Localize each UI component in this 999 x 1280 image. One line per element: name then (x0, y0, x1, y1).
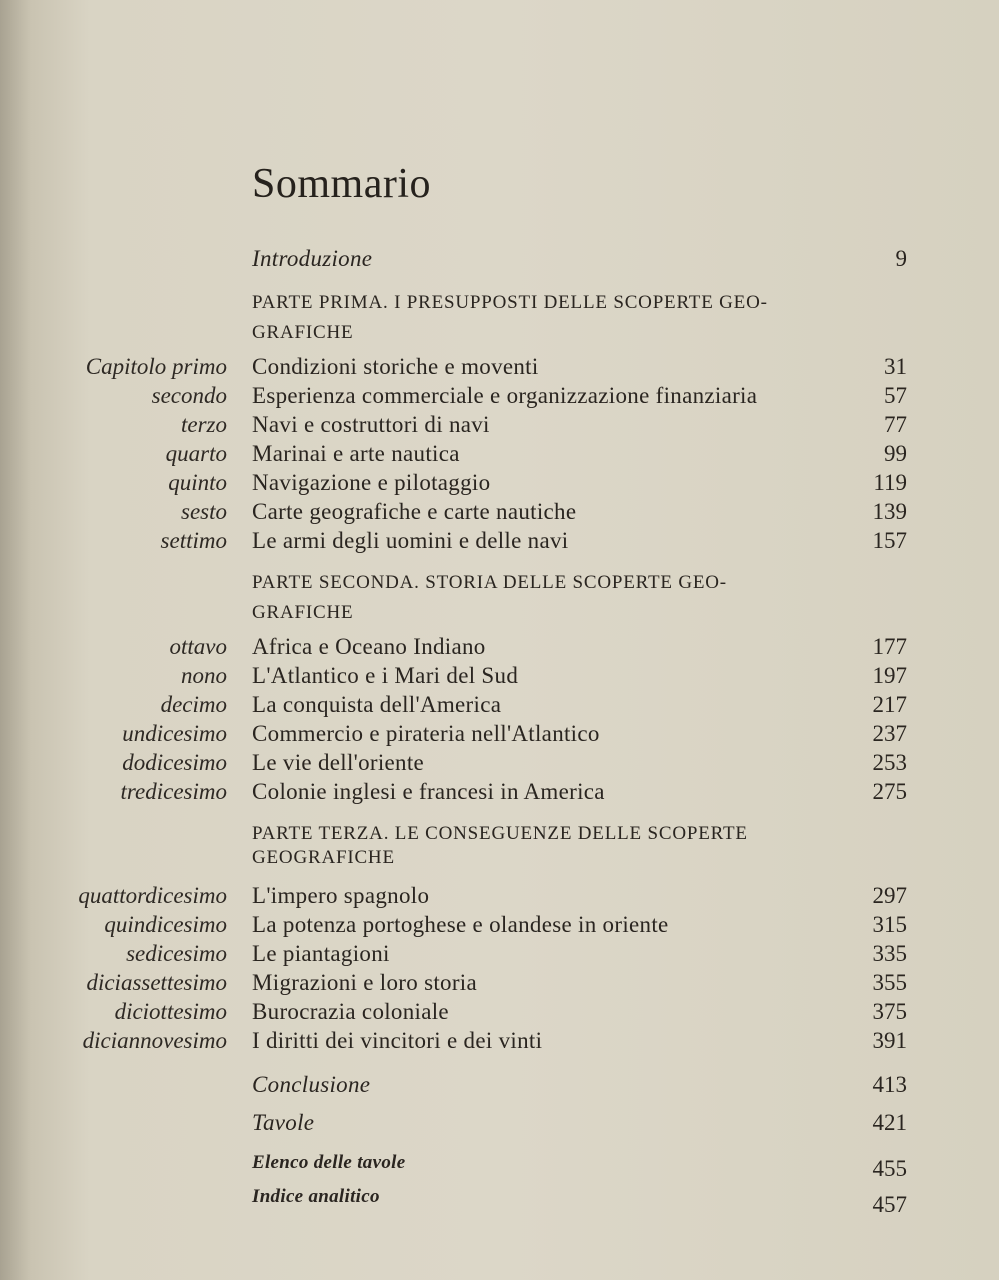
entry-title: Navi e costruttori di navi (252, 412, 490, 437)
chapter-ordinal: quinto (168, 470, 227, 495)
part-heading-line: GRAFICHE (252, 322, 354, 343)
entry-title: La conquista dell'America (252, 692, 502, 717)
chapter-ordinal: tredicesimo (120, 779, 227, 804)
chapter-ordinal: Capitolo primo (85, 354, 227, 379)
page-number: 455 (872, 1156, 907, 1181)
chapter-ordinal: diciottesimo (114, 999, 227, 1024)
page-number: 177 (872, 634, 907, 659)
page-number: 77 (884, 412, 907, 437)
toc-entry (0, 661, 999, 691)
page-number: 391 (872, 1028, 907, 1053)
entry-title: L'Atlantico e i Mari del Sud (252, 663, 519, 688)
toc-entry (0, 439, 999, 469)
part-heading-line: PARTE PRIMA. I PRESUPPOSTI DELLE SCOPERTE GEO- (252, 292, 768, 313)
chapter-ordinal: sesto (181, 499, 227, 524)
part-heading (252, 288, 852, 348)
chapter-ordinal: quattordicesimo (78, 883, 227, 908)
entry-title: Introduzione (252, 246, 373, 271)
toc-entry (0, 410, 999, 440)
part-heading-line: PARTE SECONDA. STORIA DELLE SCOPERTE GEO- (252, 572, 727, 593)
toc-entry (0, 632, 999, 662)
chapter-ordinal: settimo (160, 528, 227, 553)
page-number: 421 (872, 1110, 907, 1135)
chapter-ordinal: terzo (181, 412, 227, 437)
page-number: 197 (872, 663, 907, 688)
entry-title: Commercio e pirateria nell'Atlantico (252, 721, 600, 746)
toc-entry (0, 997, 999, 1027)
entry-title: Tavole (252, 1110, 315, 1135)
entry-title: Africa e Oceano Indiano (252, 634, 486, 659)
chapter-ordinal: ottavo (169, 634, 227, 659)
toc-entry (0, 526, 999, 556)
chapter-ordinal: diciassettesimo (86, 970, 227, 995)
toc-entry (0, 719, 999, 749)
page-title: Sommario (252, 161, 431, 207)
entry-title: Le armi degli uomini e delle navi (252, 528, 569, 553)
entry-title: Le vie dell'oriente (252, 750, 425, 775)
page-number: 139 (872, 499, 907, 524)
part-heading-line: GEOGRAFICHE (252, 847, 395, 868)
toc-entry (0, 968, 999, 998)
page-number: 57 (884, 383, 907, 408)
chapter-ordinal: undicesimo (122, 721, 227, 746)
page-number: 457 (872, 1192, 907, 1217)
page-number: 375 (872, 999, 907, 1024)
toc-entry-plates (0, 1108, 999, 1138)
entry-title: Conclusione (252, 1072, 371, 1097)
toc-entry (0, 881, 999, 911)
page-number: 275 (872, 779, 907, 804)
toc-entry (0, 352, 999, 382)
toc-entry (0, 748, 999, 778)
part-heading (252, 568, 852, 628)
page-number: 119 (873, 470, 907, 495)
entry-title: Marinai e arte nautica (252, 441, 460, 466)
toc-entry (0, 1026, 999, 1056)
toc-entry (0, 777, 999, 807)
entry-title: Le piantagioni (252, 941, 390, 966)
toc-entry (0, 690, 999, 720)
part-heading-line: GRAFICHE (252, 602, 354, 623)
entry-title: I diritti dei vincitori e dei vinti (252, 1028, 543, 1053)
chapter-ordinal: secondo (151, 383, 227, 408)
chapter-ordinal: sedicesimo (126, 941, 227, 966)
entry-title: Elenco delle tavole (252, 1152, 406, 1173)
toc-entry-conclusion (0, 1070, 999, 1100)
page-number: 335 (872, 941, 907, 966)
toc-entry-index (0, 1182, 999, 1217)
part-heading-line: PARTE TERZA. LE CONSEGUENZE DELLE SCOPERTE (252, 823, 748, 844)
chapter-ordinal: decimo (160, 692, 227, 717)
entry-title: Carte geografiche e carte nautiche (252, 499, 577, 524)
entry-title: Indice analitico (252, 1186, 380, 1207)
part-heading (252, 822, 852, 870)
page-number: 9 (895, 246, 907, 271)
toc-entry (0, 497, 999, 527)
chapter-ordinal: diciannovesimo (82, 1028, 227, 1053)
page-number: 217 (872, 692, 907, 717)
entry-title: Migrazioni e loro storia (252, 970, 478, 995)
toc-entry (0, 381, 999, 411)
page-number: 355 (872, 970, 907, 995)
chapter-ordinal: dodicesimo (122, 750, 227, 775)
entry-title: Navigazione e pilotaggio (252, 470, 491, 495)
page-number: 413 (872, 1072, 907, 1097)
entry-title: La potenza portoghese e olandese in oriente (252, 912, 669, 937)
chapter-ordinal: quindicesimo (104, 912, 227, 937)
entry-title: Colonie inglesi e francesi in America (252, 779, 605, 804)
entry-title: Esperienza commerciale e organizzazione finanziaria (252, 383, 758, 408)
page-number: 99 (884, 441, 907, 466)
toc-entry (0, 939, 999, 969)
chapter-ordinal: nono (181, 663, 227, 688)
page-number: 315 (872, 912, 907, 937)
toc-entry (0, 910, 999, 940)
entry-title: Burocrazia coloniale (252, 999, 449, 1024)
page-number: 297 (872, 883, 907, 908)
toc-entry-introduction (0, 244, 999, 274)
page-number: 253 (872, 750, 907, 775)
entry-title: L'impero spagnolo (252, 883, 430, 908)
toc-entry (0, 468, 999, 498)
page-number: 237 (872, 721, 907, 746)
toc-entry-list-of-plates (0, 1148, 999, 1181)
entry-title: Condizioni storiche e moventi (252, 354, 539, 379)
page-number: 31 (884, 354, 907, 379)
page-number: 157 (872, 528, 907, 553)
chapter-ordinal: quarto (165, 441, 227, 466)
